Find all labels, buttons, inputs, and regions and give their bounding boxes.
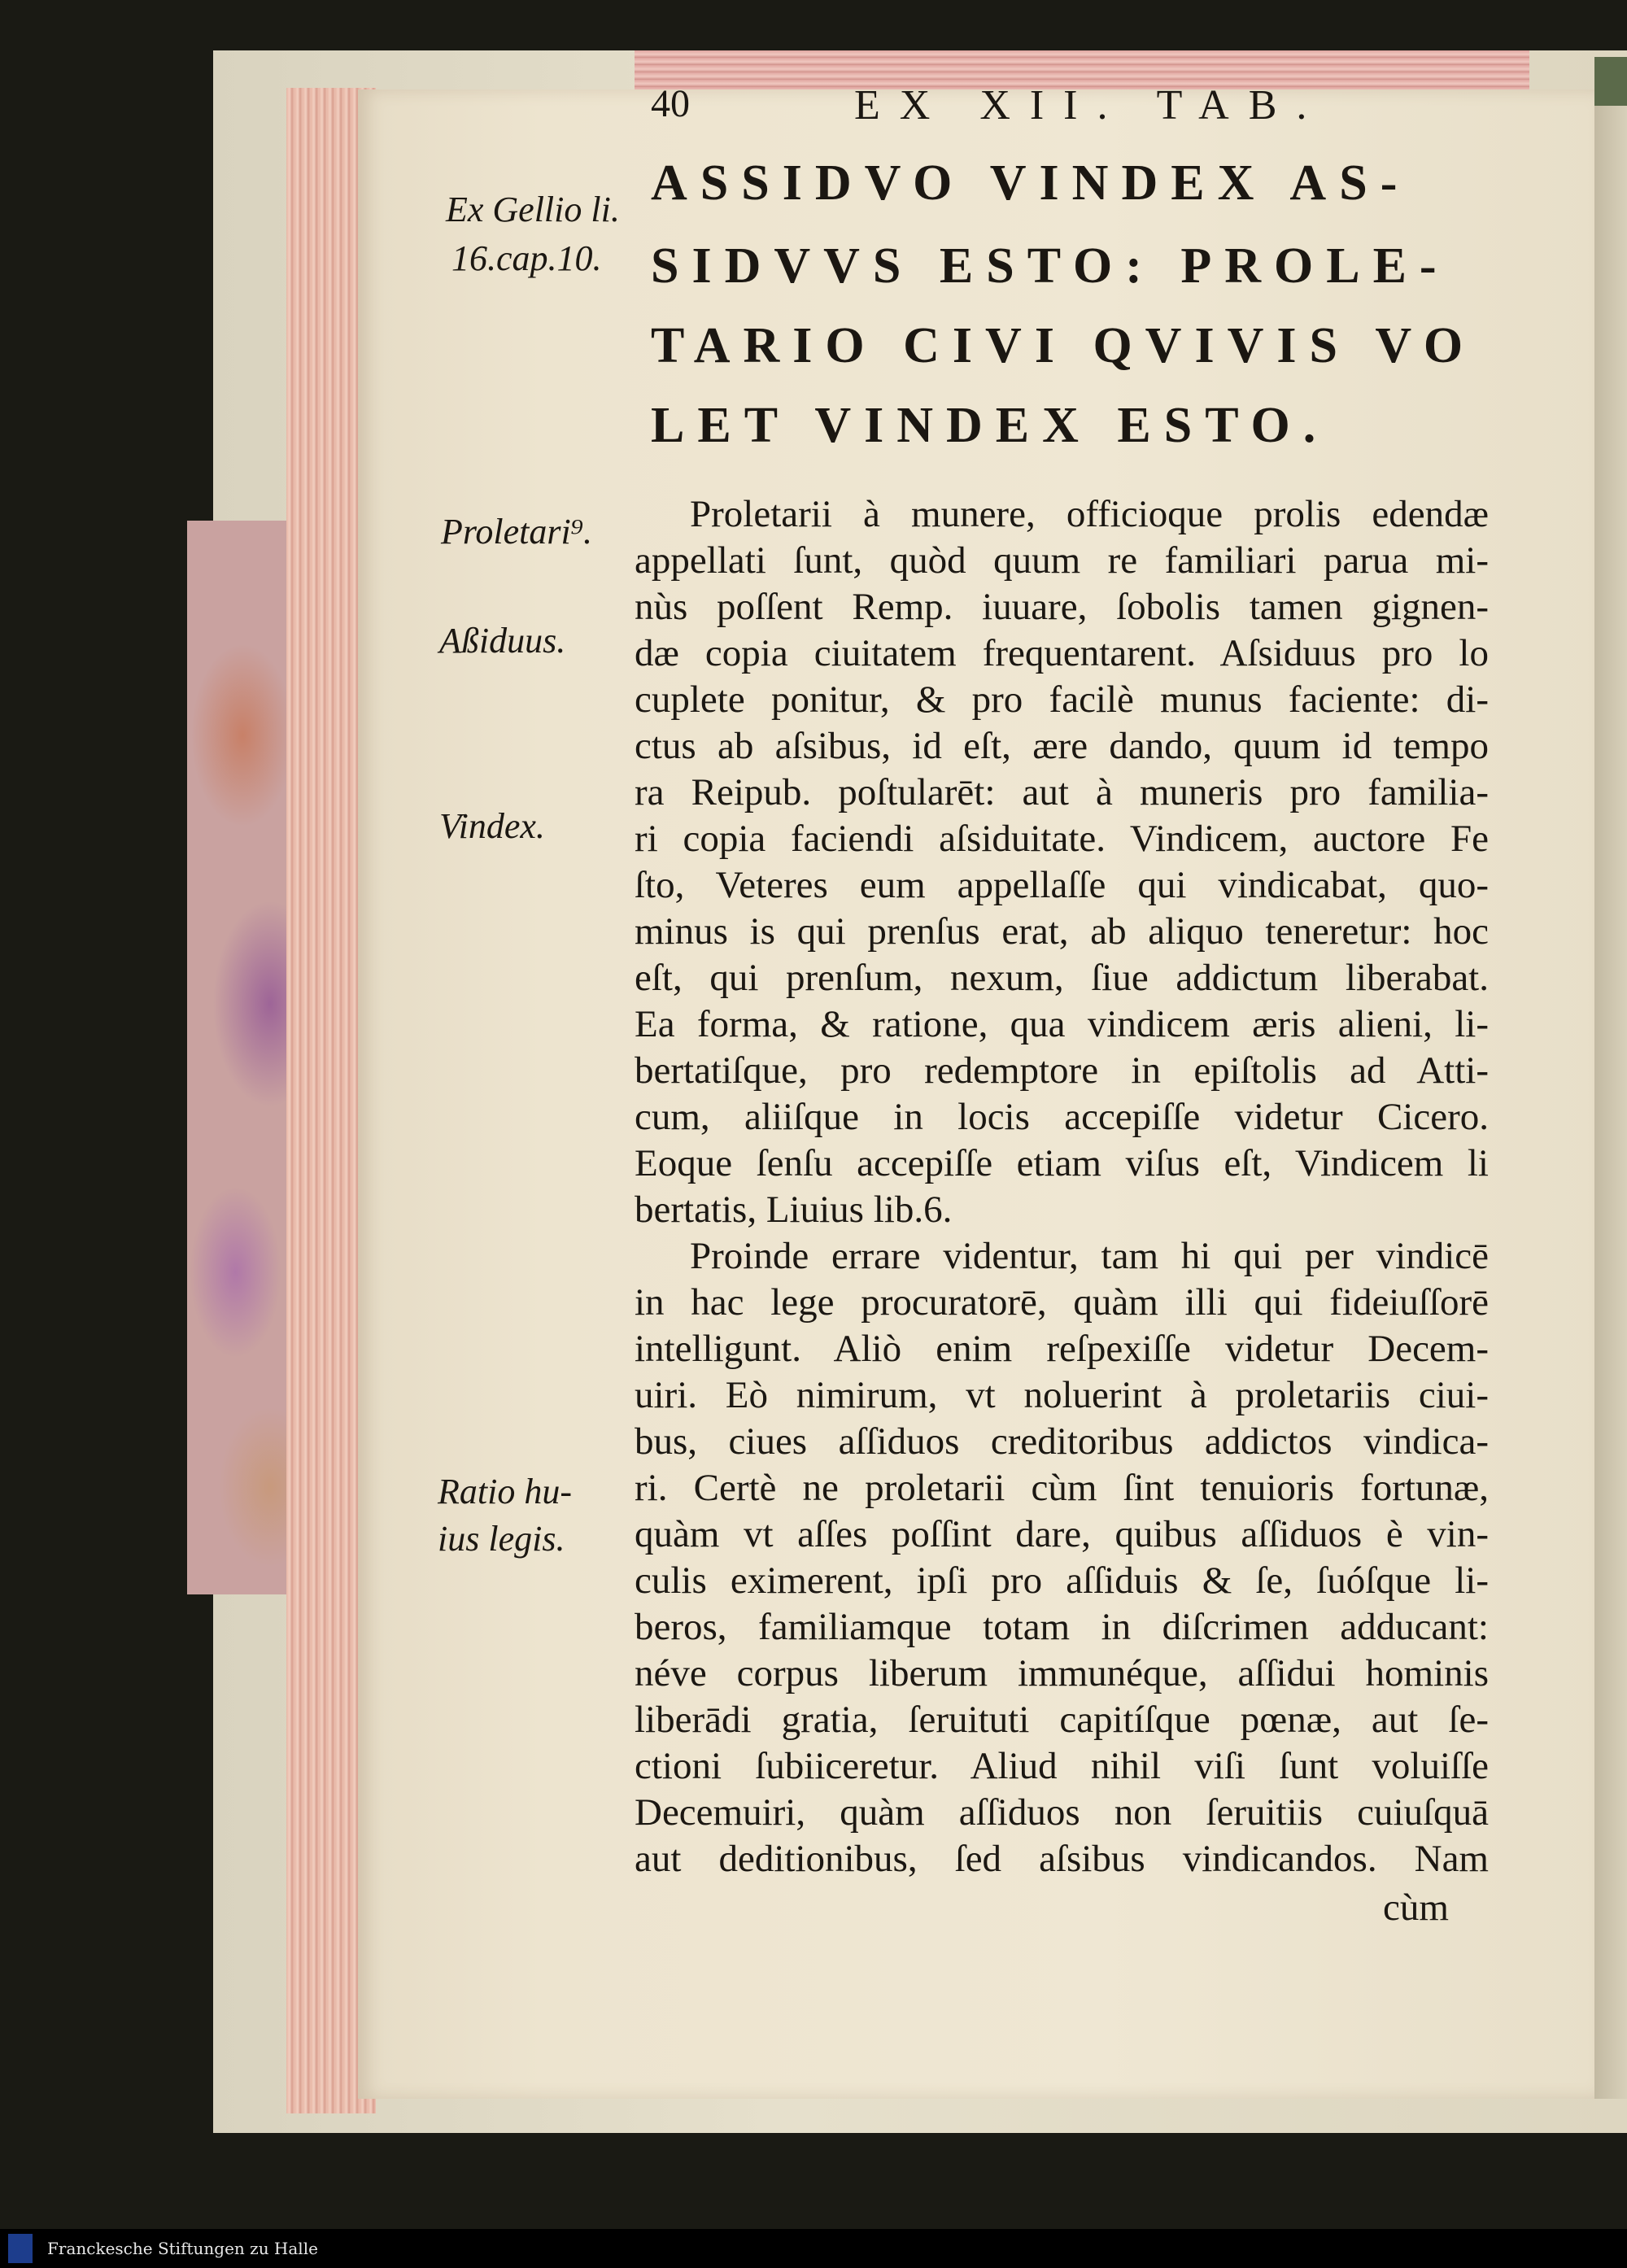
institution-logo-icon xyxy=(8,2234,33,2263)
margin-note-gellius: 16.cap.10. xyxy=(451,238,602,278)
body-line: Proletarii à munere, officioque prolis edendæ xyxy=(690,493,1489,535)
body-line: Eoque ſenſu accepiſſe etiam viſus eſt, Vindicem li xyxy=(635,1142,1489,1184)
law-line: TARIO CIVI QVIVIS VO xyxy=(651,318,1477,373)
body-line: intelligunt. Aliò enim reſpexiſſe videtur Decem- xyxy=(635,1328,1489,1370)
margin-note-ratio: Ratio hu- xyxy=(438,1472,572,1511)
body-line: uiri. Eò nimirum, vt noluerint à proletariis ciui- xyxy=(635,1374,1489,1416)
body-line: bus, ciues aſſiduos creditoribus addictos vindica- xyxy=(635,1420,1489,1463)
body-line: beros, familiamque totam in diſcrimen adducant: xyxy=(635,1606,1489,1648)
body-line: ra Reipub. poſtularēt: aut à muneris pro familia- xyxy=(635,771,1489,813)
body-line: dæ copia ciuitatem frequentarent. Aſsiduus pro lo xyxy=(635,632,1489,674)
catchword: cùm xyxy=(1383,1886,1449,1929)
body-line: Decemuiri, quàm aſſiduos non ſeruitiis cuiuſquā xyxy=(635,1791,1489,1834)
body-line: ri copia faciendi aſsiduitate. Vindicem, auctore Fe xyxy=(635,818,1489,860)
body-line: cuplete ponitur, & pro facilè munus faciente: di- xyxy=(635,678,1489,721)
margin-note-proletarii: Proletari⁹. xyxy=(441,512,592,552)
body-line: bertatis, Liuius lib.6. xyxy=(635,1189,953,1231)
body-line: ſto, Veteres eum appellaſſe qui vindicabat, quo- xyxy=(635,864,1489,906)
body-line: ctioni ſubiiceretur. Aliud nihil viſi ſunt voluiſſe xyxy=(635,1745,1489,1787)
margin-note-assiduus: Aßiduus. xyxy=(439,621,566,661)
law-line: ASSIDVO VINDEX AS- xyxy=(651,155,1411,211)
body-line: quàm vt aſſes poſſint dare, quibus aſſiduos è vin- xyxy=(635,1513,1489,1555)
footer-label: Franckesche Stiftungen zu Halle xyxy=(47,2239,318,2258)
body-line: nùs poſſent Remp. iuuare, ſobolis tamen gignen- xyxy=(635,586,1489,628)
body-line: bertatiſque, pro redemptore in epiſtolis ad Atti- xyxy=(635,1049,1489,1092)
margin-note-gellius: Ex Gellio li. xyxy=(446,190,620,229)
body-line: in hac lege procuratorē, quàm illi qui fideiuſſorē xyxy=(635,1281,1489,1324)
law-line: LET VINDEX ESTO. xyxy=(651,398,1329,453)
book-spine xyxy=(1594,57,1627,106)
body-line: minus is qui prenſus erat, ab aliquo teneretur: hoc xyxy=(635,910,1489,953)
running-head-title: EX XII. TAB. xyxy=(854,82,1327,129)
body-line: Ea forma, & ratione, qua vindicem æris alieni, li- xyxy=(635,1003,1489,1045)
body-line: eſt, qui prenſum, nexum, ſiue addictum liberabat. xyxy=(635,957,1489,999)
body-line: appellati ſunt, quòd quum re familiari parua mi- xyxy=(635,539,1489,582)
body-line: cum, aliiſque in locis accepiſſe videtur Cicero. xyxy=(635,1096,1489,1138)
margin-note-vindex: Vindex. xyxy=(439,806,545,846)
page-number: 40 xyxy=(651,82,690,125)
body-line: ri. Certè ne proletarii cùm ſint tenuioris fortunæ, xyxy=(635,1467,1489,1509)
footer-bar xyxy=(0,2229,1627,2268)
body-line: culis eximerent, ipſi pro aſſiduis & ſe, ſuóſque li- xyxy=(635,1559,1489,1602)
body-line: Proinde errare videntur, tam hi qui per vindicē xyxy=(690,1235,1489,1277)
body-line: néve corpus liberum immunéque, aſſidui hominis xyxy=(635,1652,1489,1694)
body-line: ctus ab aſsibus, id eſt, ære dando, quum id tempo xyxy=(635,725,1489,767)
margin-note-ratio: ius legis. xyxy=(438,1519,565,1559)
body-line: aut deditionibus, ſed aſsibus vindicandos. Nam xyxy=(635,1838,1489,1880)
body-line: liberādi gratia, ſeruituti capitíſque pœnæ, aut ſe- xyxy=(635,1699,1489,1741)
law-line: SIDVVS ESTO: PROLE- xyxy=(651,238,1450,294)
